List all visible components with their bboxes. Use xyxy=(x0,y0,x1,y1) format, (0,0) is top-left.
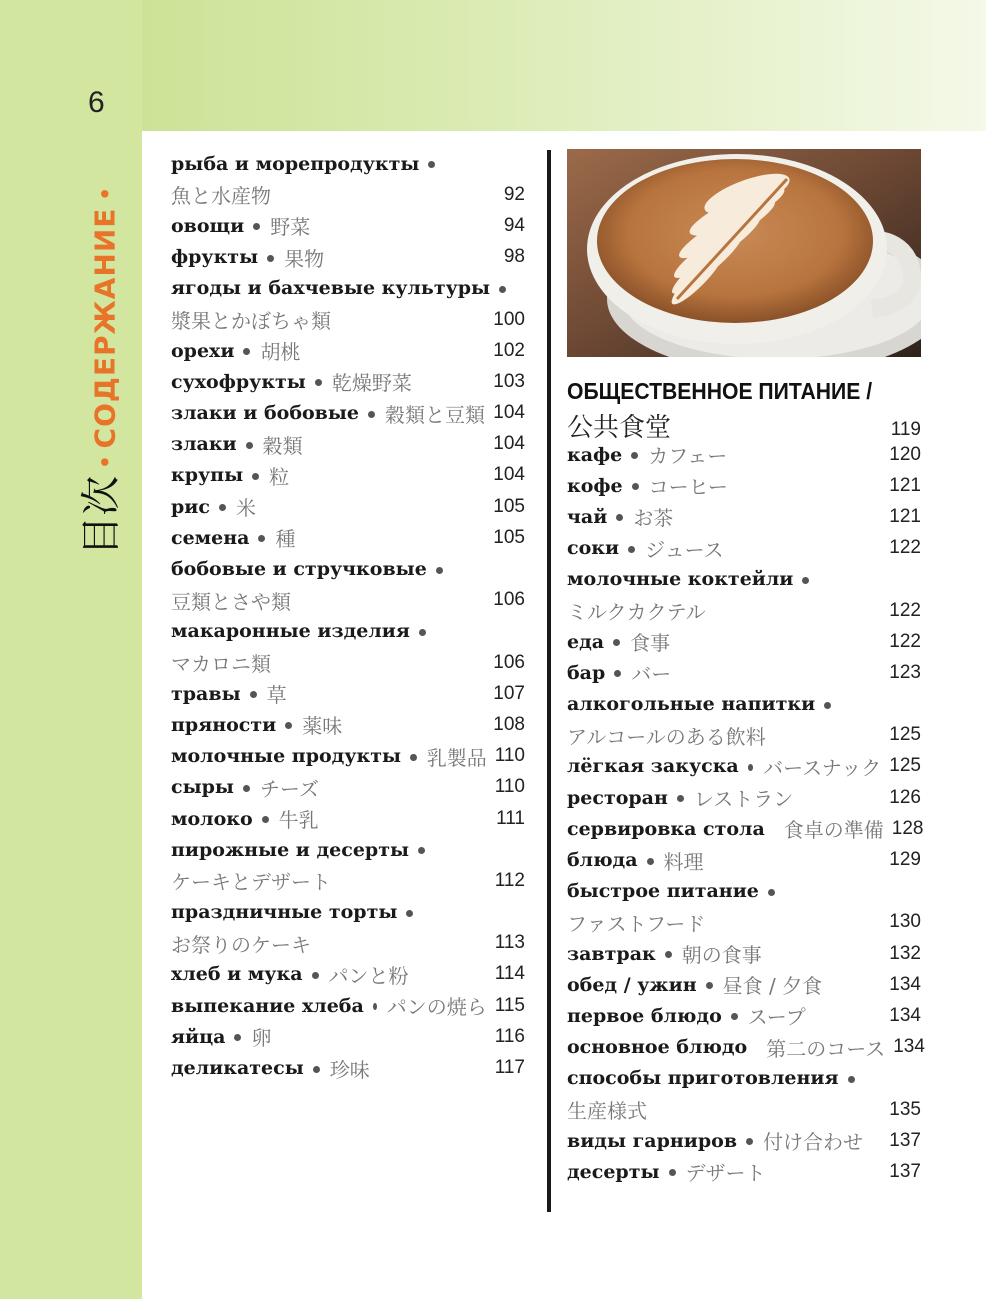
toc-entry[interactable] xyxy=(567,1094,921,1125)
entry-page: 108 xyxy=(493,713,525,735)
entry-jp: レストラン xyxy=(693,787,794,812)
bullet-icon xyxy=(419,629,426,636)
entry-page: 94 xyxy=(503,214,525,236)
toc-entry[interactable] xyxy=(567,1156,921,1187)
entry-page: 104 xyxy=(493,433,525,455)
toc-entry[interactable] xyxy=(171,803,525,834)
bullet-icon xyxy=(499,286,506,293)
entry-ru: ресторан xyxy=(567,786,668,809)
entry-page: 117 xyxy=(494,1057,525,1079)
entry-page: 120 xyxy=(889,443,921,465)
toc-entry[interactable] xyxy=(567,1032,925,1063)
toc-entry[interactable] xyxy=(171,335,525,366)
entry-page: 114 xyxy=(494,963,525,985)
entry-jp: デザート xyxy=(685,1161,766,1186)
bullet-icon xyxy=(614,670,621,677)
bullet-icon xyxy=(373,1003,377,1010)
entry-ru: еда xyxy=(567,630,605,653)
entry-ru: обед / ужин xyxy=(567,973,697,996)
toc-entry[interactable] xyxy=(171,304,525,335)
bullet-icon xyxy=(677,795,684,802)
toc-entry[interactable] xyxy=(171,709,525,740)
header-band xyxy=(0,0,986,131)
entry-jp: 料理 xyxy=(663,849,704,874)
entry-jp: 粒 xyxy=(269,464,290,489)
entry-jp: お茶 xyxy=(633,506,674,531)
page-number: 6 xyxy=(88,86,105,119)
entry-page: 135 xyxy=(889,1098,921,1120)
toc-entry[interactable] xyxy=(171,429,525,460)
toc-entry[interactable] xyxy=(567,657,921,688)
bullet-icon xyxy=(243,348,250,355)
entry-jp: 穀類と豆類 xyxy=(385,402,485,427)
entry-page: 106 xyxy=(493,651,525,673)
entry-ru: праздничные торты xyxy=(171,901,398,924)
entry-ru: травы xyxy=(171,682,241,705)
toc-entry[interactable] xyxy=(567,533,921,564)
entry-ru: завтрак xyxy=(567,942,656,965)
entry-jp: 草 xyxy=(266,683,287,708)
entry-ru: ягоды и бахчевые культуры xyxy=(171,277,491,300)
toc-entry[interactable] xyxy=(171,491,525,522)
entry-ru: сухофрукты xyxy=(171,370,306,393)
toc-entry[interactable] xyxy=(171,148,525,179)
bullet-icon xyxy=(258,535,265,542)
bullet-icon xyxy=(315,379,322,386)
toc-entry[interactable] xyxy=(567,969,921,1000)
entry-ru: лёгкая закуска xyxy=(567,755,739,778)
entry-jp: 胡桃 xyxy=(260,340,301,365)
entry-jp: アルコールのある飲料 xyxy=(567,724,766,749)
toc-entry[interactable] xyxy=(567,1063,921,1094)
bullet-icon xyxy=(253,223,260,230)
bullet-icon xyxy=(243,785,250,792)
entry-ru: злаки и бобовые xyxy=(171,402,359,425)
toc-entry[interactable] xyxy=(567,1125,921,1156)
toc-entry[interactable] xyxy=(171,1052,525,1083)
toc-entry[interactable] xyxy=(171,366,525,397)
section-heading xyxy=(567,378,921,444)
entry-ru: пирожные и десерты xyxy=(171,838,410,861)
bullet-icon xyxy=(234,1034,241,1041)
entry-jp: 食卓の準備 xyxy=(783,818,884,843)
bullet-icon xyxy=(706,982,713,989)
toc-entry[interactable] xyxy=(171,772,525,803)
entry-page: 98 xyxy=(503,246,525,268)
entry-ru: яйца xyxy=(171,1025,226,1048)
side-title xyxy=(70,180,127,556)
entry-page: 105 xyxy=(493,526,525,548)
entry-ru: молочные продукты xyxy=(171,745,402,768)
toc-entry[interactable] xyxy=(171,1021,525,1052)
bullet-icon xyxy=(802,577,809,584)
toc-entry[interactable] xyxy=(171,210,525,241)
entry-page: 122 xyxy=(889,630,921,652)
entry-jp: スープ xyxy=(747,1005,806,1030)
toc-entry[interactable] xyxy=(171,616,525,647)
entry-jp: バースナック xyxy=(763,755,882,780)
entry-jp: 乾燥野菜 xyxy=(331,371,412,396)
entry-page: 110 xyxy=(494,745,525,767)
entry-jp: 穀類 xyxy=(262,433,303,458)
entry-page: 123 xyxy=(889,661,921,683)
entry-ru: рыба и морепродукты xyxy=(171,152,420,175)
entry-jp: ファストフード xyxy=(567,911,706,936)
toc-entry[interactable] xyxy=(171,865,525,896)
entry-jp: 漿果とかぼちゃ類 xyxy=(171,309,331,334)
entry-page: 125 xyxy=(889,724,921,746)
entry-ru: алкогольные напитки xyxy=(567,693,816,716)
entry-page: 121 xyxy=(889,474,921,496)
bullet-icon xyxy=(312,972,319,979)
entry-jp: 薬味 xyxy=(302,714,343,739)
bullet-icon xyxy=(252,473,259,480)
bullet-icon xyxy=(410,754,417,761)
bullet-icon xyxy=(406,910,413,917)
bullet-icon xyxy=(262,816,269,823)
entry-jp: 卵 xyxy=(251,1026,272,1051)
entry-page: 92 xyxy=(503,183,525,205)
bullet-icon xyxy=(613,639,620,646)
entry-jp: 食事 xyxy=(630,631,671,656)
entry-jp: ミルクカクテル xyxy=(567,600,706,625)
toc-entry[interactable] xyxy=(567,564,921,595)
column-divider xyxy=(547,150,551,1212)
bullet-icon xyxy=(428,161,435,168)
entry-page: 110 xyxy=(494,776,525,798)
entry-ru: фрукты xyxy=(171,246,259,269)
toc-entry[interactable] xyxy=(567,720,921,751)
entry-ru: блюда xyxy=(567,849,638,872)
toc-left-column xyxy=(171,148,525,1084)
entry-ru: сервировка стола xyxy=(567,817,765,840)
toc-entry[interactable] xyxy=(567,907,921,938)
bullet-icon xyxy=(632,483,639,490)
toc-right-column xyxy=(567,439,925,1188)
toc-entry[interactable] xyxy=(567,1000,921,1031)
toc-entry[interactable] xyxy=(567,813,924,844)
entry-ru: сыры xyxy=(171,776,234,799)
entry-page: 107 xyxy=(493,682,525,704)
toc-entry[interactable] xyxy=(171,990,525,1021)
toc-entry[interactable] xyxy=(171,585,525,616)
section-page: 119 xyxy=(890,419,921,440)
entry-jp: 米 xyxy=(235,496,256,521)
bullet-icon xyxy=(628,546,635,553)
entry-page: 112 xyxy=(494,869,525,891)
toc-entry[interactable] xyxy=(171,460,525,491)
toc-entry[interactable] xyxy=(171,647,525,678)
entry-ru: выпекание хлеба xyxy=(171,994,364,1017)
entry-ru: семена xyxy=(171,526,250,549)
bullet-icon xyxy=(669,1169,676,1176)
entry-jp: 朝の食事 xyxy=(681,943,762,968)
entry-ru: молоко xyxy=(171,807,253,830)
entry-ru: орехи xyxy=(171,339,235,362)
entry-ru: молочные коктейли xyxy=(567,568,794,591)
entry-ru: рис xyxy=(171,495,210,518)
toc-entry[interactable] xyxy=(567,938,921,969)
section-title-jp: 公共食堂 xyxy=(567,413,672,443)
entry-page: 121 xyxy=(889,505,921,527)
toc-entry[interactable] xyxy=(171,928,525,959)
entry-jp: 野菜 xyxy=(270,215,311,240)
bullet-icon xyxy=(219,504,226,511)
entry-jp: 生産様式 xyxy=(567,1099,647,1124)
entry-page: 105 xyxy=(493,495,525,517)
entry-jp: 付け合わせ xyxy=(763,1130,864,1155)
entry-page: 126 xyxy=(889,786,921,808)
bullet-icon xyxy=(436,567,443,574)
section-title-ru: ОБЩЕСТВЕННОЕ ПИТАНИЕ / xyxy=(567,378,873,404)
entry-page: 132 xyxy=(889,942,921,964)
toc-entry[interactable] xyxy=(171,242,525,273)
bullet-icon xyxy=(250,691,257,698)
entry-ru: чай xyxy=(567,505,608,528)
entry-ru: десерты xyxy=(567,1160,660,1183)
bullet-icon xyxy=(665,951,672,958)
bullet-icon xyxy=(285,722,292,729)
entry-page: 103 xyxy=(493,370,525,392)
bullet-icon xyxy=(824,702,831,709)
entry-page: 128 xyxy=(891,817,924,839)
entry-page: 113 xyxy=(494,932,525,954)
entry-jp: 果物 xyxy=(284,246,325,271)
entry-jp: ジュース xyxy=(645,537,724,562)
entry-page: 134 xyxy=(893,1036,925,1058)
bullet-icon: • xyxy=(91,454,122,470)
toc-entry[interactable] xyxy=(171,553,525,584)
toc-entry[interactable] xyxy=(567,876,921,907)
entry-page: 104 xyxy=(493,402,525,424)
entry-jp: バー xyxy=(631,662,672,687)
entry-page: 129 xyxy=(889,849,921,871)
entry-ru: деликатесы xyxy=(171,1057,304,1080)
entry-jp: 牛乳 xyxy=(278,808,319,833)
entry-page: 134 xyxy=(889,973,921,995)
entry-page: 102 xyxy=(493,339,525,361)
entry-ru: бар xyxy=(567,661,606,684)
bullet-icon xyxy=(267,255,274,262)
toc-entry[interactable] xyxy=(567,501,921,532)
bullet-icon xyxy=(768,889,775,896)
entry-page: 134 xyxy=(889,1004,921,1026)
entry-page: 122 xyxy=(889,599,921,621)
entry-ru: соки xyxy=(567,537,620,560)
bullet-icon xyxy=(616,514,623,521)
entry-jp: コーヒー xyxy=(648,475,728,500)
entry-jp: チーズ xyxy=(259,776,319,801)
toc-entry[interactable] xyxy=(567,470,921,501)
entry-ru: кофе xyxy=(567,474,623,497)
entry-page: 137 xyxy=(889,1160,921,1182)
entry-page: 106 xyxy=(493,589,525,611)
entry-jp: 第二のコース xyxy=(766,1036,886,1061)
entry-jp: 昼食 / 夕食 xyxy=(722,974,823,999)
entry-ru: бобовые и стручковые xyxy=(171,558,427,581)
bullet-icon xyxy=(731,1013,738,1020)
toc-entry[interactable] xyxy=(171,897,525,928)
bullet-icon xyxy=(631,452,638,459)
entry-page: 125 xyxy=(889,755,921,777)
entry-jp: 種 xyxy=(275,527,296,552)
toc-entry[interactable] xyxy=(567,439,921,470)
entry-page: 104 xyxy=(493,464,525,486)
entry-jp: マカロニ類 xyxy=(171,652,271,677)
entry-page: 130 xyxy=(889,911,921,933)
entry-jp: 豆類とさや類 xyxy=(171,589,291,614)
bullet-icon xyxy=(313,1066,320,1073)
side-title-jp: 目次 xyxy=(78,475,125,556)
bullet-icon xyxy=(748,764,753,771)
entry-jp: 魚と水産物 xyxy=(171,184,271,209)
entry-ru: злаки xyxy=(171,433,237,456)
entry-page: 116 xyxy=(494,1025,525,1047)
entry-ru: виды гарниров xyxy=(567,1129,738,1152)
bullet-icon xyxy=(647,858,654,865)
bullet-icon xyxy=(418,847,425,854)
entry-jp: 乳製品 xyxy=(426,745,487,770)
bullet-icon xyxy=(746,1138,753,1145)
entry-page: 111 xyxy=(496,807,525,829)
toc-entry[interactable] xyxy=(567,595,921,626)
entry-jp: カフェー xyxy=(648,444,728,469)
entry-jp: 珍味 xyxy=(329,1057,370,1082)
entry-ru: основное блюдо xyxy=(567,1036,748,1059)
bullet-icon xyxy=(368,411,375,418)
bullet-icon: • xyxy=(91,186,122,202)
entry-page: 137 xyxy=(889,1129,921,1151)
entry-jp: パンと粉 xyxy=(328,963,409,988)
entry-ru: крупы xyxy=(171,464,244,487)
toc-entry[interactable] xyxy=(171,273,525,304)
bullet-icon xyxy=(246,442,253,449)
entry-ru: пряности xyxy=(171,713,277,736)
entry-jp: ケーキとデザート xyxy=(171,870,331,895)
entry-ru: способы приготовления xyxy=(567,1067,839,1090)
entry-jp: お祭りのケーキ xyxy=(171,932,311,957)
entry-page: 100 xyxy=(493,308,525,330)
toc-entry[interactable] xyxy=(171,834,525,865)
toc-entry[interactable] xyxy=(567,626,921,657)
entry-page: 115 xyxy=(494,994,525,1016)
entry-ru: первое блюдо xyxy=(567,1004,722,1027)
toc-entry[interactable] xyxy=(171,398,525,429)
entry-ru: овощи xyxy=(171,214,245,237)
toc-entry[interactable] xyxy=(171,741,525,772)
entry-ru: хлеб и мука xyxy=(171,963,303,986)
toc-entry[interactable] xyxy=(567,782,921,813)
toc-entry[interactable] xyxy=(171,522,525,553)
side-title-ru: СОДЕРЖАНИЕ xyxy=(88,207,122,449)
toc-entry[interactable] xyxy=(567,689,921,720)
coffee-photo xyxy=(567,149,921,357)
toc-entry[interactable] xyxy=(171,959,525,990)
toc-entry[interactable] xyxy=(567,751,921,782)
toc-entry[interactable] xyxy=(567,844,921,875)
toc-entry[interactable] xyxy=(171,179,525,210)
toc-entry[interactable] xyxy=(171,678,525,709)
entry-jp: パンの焼ら xyxy=(386,995,487,1020)
entry-ru: макаронные изделия xyxy=(171,620,410,643)
entry-ru: быстрое питание xyxy=(567,880,759,903)
entry-ru: кафе xyxy=(567,443,623,466)
entry-page: 122 xyxy=(889,537,921,559)
bullet-icon xyxy=(848,1076,855,1083)
